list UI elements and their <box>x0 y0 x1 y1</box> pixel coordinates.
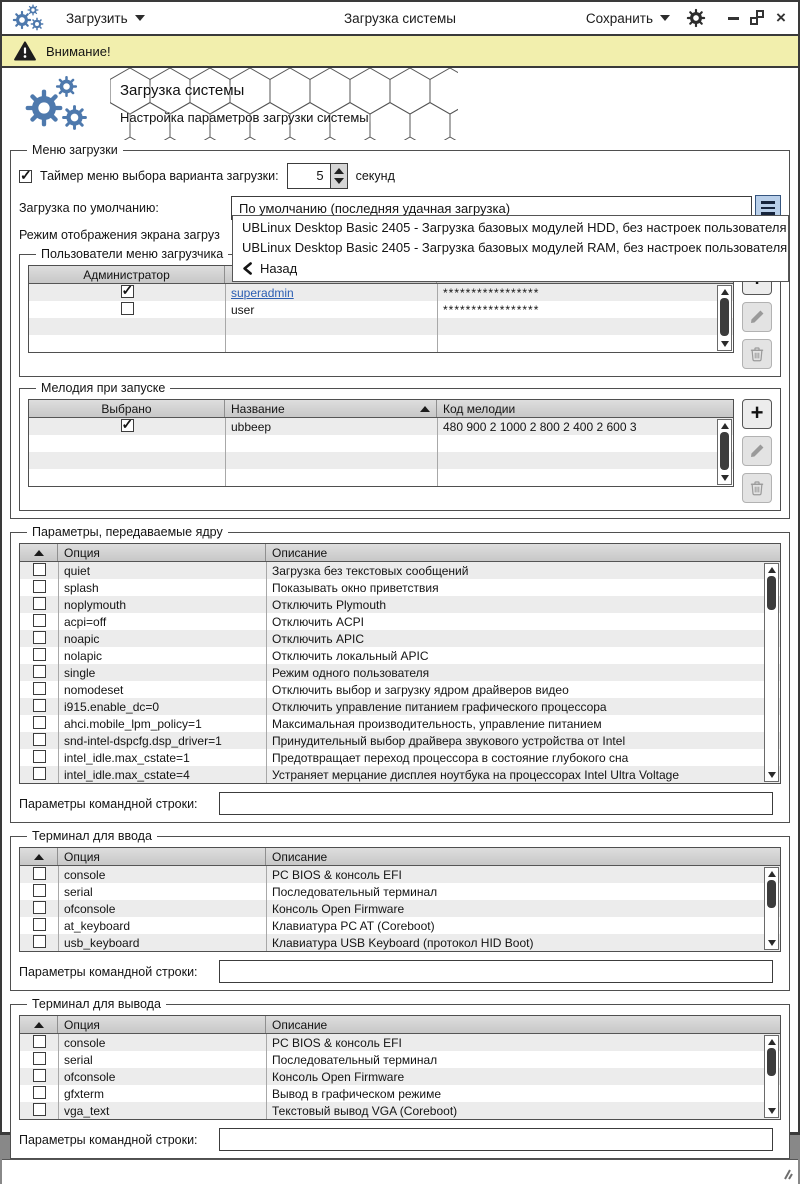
timer-spinner[interactable] <box>287 163 348 189</box>
column-header-description[interactable]: Описание <box>272 545 328 560</box>
checkbox-cell <box>20 682 58 698</box>
trash-icon <box>748 345 766 363</box>
resize-grip[interactable] <box>779 1168 793 1180</box>
checkbox-cell <box>20 614 58 630</box>
password-cell: ***************** <box>443 302 540 317</box>
terminal-output-table <box>19 1015 781 1120</box>
description-cell[interactable]: Принудительный выбор драйвера звукового устройства от Intel <box>272 733 626 748</box>
kernel-param-row[interactable] <box>20 647 780 664</box>
description-cell[interactable]: Отключить управление питанием графического процессора <box>272 699 607 714</box>
scroll-up-icon[interactable] <box>721 423 729 429</box>
checkbox-cell <box>20 648 58 664</box>
plus-icon: + <box>750 400 764 425</box>
terminal-output-legend: Терминал для вывода <box>32 997 161 1011</box>
option-cell[interactable]: ofconsole <box>64 1069 116 1084</box>
page-title: Загрузка системы <box>120 82 245 99</box>
description-cell[interactable]: Устраняет мерцание дисплея ноутбука на процессорах Intel Ultra Voltage <box>272 767 679 782</box>
trash-icon <box>748 479 766 497</box>
hamburger-icon <box>761 207 775 209</box>
page-subtitle: Настройка параметров загрузки системы <box>120 110 369 125</box>
scroll-up-icon[interactable] <box>721 289 729 295</box>
vertical-scrollbar[interactable] <box>764 563 779 782</box>
dropdown-item[interactable]: UBLinux Desktop Basic 2405 - Загрузка базовых модулей RAM, без настроек пользователя <box>242 240 788 255</box>
description-cell[interactable]: Консоль Open Firmware <box>272 1069 405 1084</box>
restore-icon <box>750 17 758 25</box>
option-cell[interactable]: quiet <box>64 563 91 578</box>
timer-label: Таймер меню выбора варианта загрузки: <box>40 169 279 183</box>
description-cell[interactable]: Консоль Open Firmware <box>272 901 405 916</box>
option-cell[interactable]: at_keyboard <box>64 918 131 933</box>
minimize-button[interactable] <box>726 10 740 26</box>
timer-value[interactable]: 5 <box>316 168 324 183</box>
option-cell[interactable]: acpi=off <box>64 614 107 629</box>
column-divider <box>225 418 226 486</box>
terminal-output-cmdline-input[interactable] <box>219 1128 773 1151</box>
warning-text: Внимание! <box>46 43 111 59</box>
melody-table-row[interactable] <box>29 418 733 435</box>
option-cell[interactable]: noapic <box>64 631 100 646</box>
load-menu-label: Загрузить <box>66 10 128 26</box>
description-cell[interactable]: Максимальная производительность, управление питанием <box>272 716 602 731</box>
melody-table <box>28 399 734 487</box>
timer-row <box>19 163 781 189</box>
param-checkbox[interactable] <box>33 580 46 593</box>
scrollbar-thumb[interactable] <box>720 298 729 336</box>
kernel-params-section <box>10 525 790 823</box>
column-header-description[interactable]: Описание <box>272 1017 328 1032</box>
scroll-down-icon[interactable] <box>768 1108 776 1114</box>
param-checkbox[interactable] <box>33 750 46 763</box>
param-checkbox[interactable] <box>33 597 46 610</box>
column-header-selected[interactable]: Выбрано <box>29 400 225 417</box>
option-cell[interactable]: console <box>64 867 106 882</box>
window-controls <box>726 10 788 26</box>
sort-ascending-icon <box>420 406 430 412</box>
terminal-option-row[interactable] <box>20 1051 780 1068</box>
param-checkbox[interactable] <box>33 665 46 678</box>
kernel-param-row[interactable] <box>20 562 780 579</box>
option-cell[interactable]: intel_idle.max_cstate=4 <box>64 767 190 782</box>
description-cell[interactable]: Отключить локальный APIC <box>272 648 429 663</box>
column-divider <box>266 562 267 783</box>
option-cell[interactable]: intel_idle.max_cstate=1 <box>64 750 190 765</box>
username-cell[interactable]: superadmin <box>231 285 294 300</box>
warning-triangle-icon <box>14 41 36 61</box>
param-checkbox[interactable] <box>33 699 46 712</box>
terminal-input-header <box>20 848 780 866</box>
checkbox-cell <box>20 1069 58 1085</box>
melody-code-cell[interactable]: 480 900 2 1000 2 800 2 400 2 600 3 <box>443 419 637 434</box>
kernel-param-row[interactable] <box>20 766 780 783</box>
checkbox-cell <box>20 563 58 579</box>
description-cell[interactable]: Загрузка без текстовых сообщений <box>272 563 469 578</box>
admin-cell <box>29 285 225 301</box>
option-cell[interactable]: ofconsole <box>64 901 116 916</box>
checkbox-cell <box>20 935 58 951</box>
column-divider <box>58 866 59 951</box>
option-cell[interactable]: i915.enable_dc=0 <box>64 699 160 714</box>
option-checkbox[interactable] <box>33 918 46 931</box>
chevron-down-icon <box>660 15 670 21</box>
cmdline-label: Параметры командной строки: <box>19 796 198 811</box>
vertical-scrollbar[interactable] <box>717 285 732 351</box>
column-header-option[interactable]: Опция <box>58 544 266 561</box>
checkbox-cell <box>20 597 58 613</box>
scroll-up-icon[interactable] <box>768 1039 776 1045</box>
terminal-input-section <box>10 829 790 991</box>
description-cell[interactable]: Клавиатура USB Keyboard (протокол HID Boot) <box>272 935 534 950</box>
kernel-params-legend: Параметры, передаваемые ядру <box>32 525 223 539</box>
close-button[interactable] <box>774 10 788 26</box>
hamburger-icon <box>761 201 775 203</box>
scrollbar-thumb[interactable] <box>767 880 776 908</box>
description-cell[interactable]: Отключить выбор и загрузку ядром драйверов видео <box>272 682 569 697</box>
description-cell[interactable]: Вывод в графическом режиме <box>272 1086 442 1101</box>
scroll-down-icon[interactable] <box>768 940 776 946</box>
terminal-option-row[interactable] <box>20 1102 780 1119</box>
param-checkbox[interactable] <box>33 767 46 780</box>
description-cell[interactable]: Последовательный терминал <box>272 884 438 899</box>
window-title: Загрузка системы <box>344 10 456 26</box>
kernel-param-row[interactable] <box>20 613 780 630</box>
banner-gears-icon <box>24 75 96 133</box>
sort-ascending-icon <box>34 854 44 860</box>
terminal-input-legend: Терминал для ввода <box>32 829 152 843</box>
option-cell[interactable]: single <box>64 665 96 680</box>
kernel-param-row[interactable] <box>20 579 780 596</box>
column-divider <box>266 866 267 951</box>
dropdown-back-label: Назад <box>260 260 298 276</box>
terminal-output-body <box>20 1034 780 1119</box>
terminal-option-row[interactable] <box>20 1068 780 1085</box>
kernel-param-row[interactable] <box>20 732 780 749</box>
sort-ascending-icon <box>34 1022 44 1028</box>
column-divider <box>266 1034 267 1119</box>
kernel-table-header <box>20 544 780 562</box>
cmdline-label: Параметры командной строки: <box>19 1132 198 1147</box>
pencil-icon <box>748 442 766 460</box>
param-checkbox[interactable] <box>33 563 46 576</box>
checkbox-cell <box>20 901 58 917</box>
title-bar <box>2 2 798 36</box>
column-header-option[interactable]: Опция <box>58 848 266 865</box>
param-checkbox[interactable] <box>33 716 46 729</box>
option-checkbox[interactable] <box>33 1103 46 1116</box>
param-checkbox[interactable] <box>33 733 46 746</box>
option-checkbox[interactable] <box>33 901 46 914</box>
option-cell[interactable]: nomodeset <box>64 682 124 697</box>
timer-unit-label: секунд <box>355 169 395 183</box>
melody-name-cell[interactable]: ubbeep <box>231 419 272 434</box>
melody-table-header <box>29 400 733 418</box>
maximize-button[interactable] <box>750 10 764 26</box>
chevron-down-icon <box>135 15 145 21</box>
scrollbar-thumb[interactable] <box>720 432 729 470</box>
delete-user-button[interactable] <box>742 339 772 369</box>
display-mode-label: Режим отображения экрана загруз <box>19 228 220 242</box>
option-cell[interactable]: console <box>64 1035 106 1050</box>
scroll-down-icon[interactable] <box>768 772 776 778</box>
option-checkbox[interactable] <box>33 1035 46 1048</box>
kernel-cmdline-input[interactable] <box>219 792 773 815</box>
save-menu-label: Сохранить <box>585 10 653 26</box>
melody-table-body <box>29 418 733 486</box>
spinner-down-button[interactable] <box>334 178 344 184</box>
checkbox-cell <box>20 580 58 596</box>
option-cell[interactable]: vga_text <box>64 1103 110 1118</box>
scroll-up-icon[interactable] <box>768 871 776 877</box>
kernel-param-row[interactable] <box>20 749 780 766</box>
terminal-output-section <box>10 997 790 1159</box>
description-cell[interactable]: Предотвращает переход процессора в состояние глубокого сна <box>272 750 629 765</box>
terminal-input-cmdline-row <box>19 960 781 983</box>
checkbox-cell <box>20 665 58 681</box>
delete-melody-button[interactable] <box>742 473 772 503</box>
cmdline-label: Параметры командной строки: <box>19 964 198 979</box>
param-checkbox[interactable] <box>33 631 46 644</box>
users-table-body <box>29 284 733 352</box>
column-header-checkbox[interactable] <box>20 544 58 561</box>
minimize-icon <box>728 17 739 20</box>
checkbox-cell <box>20 867 58 883</box>
description-cell[interactable]: Клавиатура PC AT (Coreboot) <box>272 918 435 933</box>
melody-checkbox[interactable] <box>121 419 134 432</box>
column-header-description[interactable]: Описание <box>272 849 328 864</box>
terminal-input-cmdline-input[interactable] <box>219 960 773 983</box>
column-divider <box>58 1034 59 1119</box>
boot-menu-legend: Меню загрузки <box>32 143 118 157</box>
boot-users-legend: Пользователи меню загрузчика <box>41 247 224 261</box>
kernel-param-row[interactable] <box>20 715 780 732</box>
option-cell[interactable]: noplymouth <box>64 597 127 612</box>
terminal-input-table <box>19 847 781 952</box>
option-checkbox[interactable] <box>33 1069 46 1082</box>
description-cell[interactable]: PC BIOS & консоль EFI <box>272 1035 402 1050</box>
selected-cell <box>29 419 225 435</box>
close-icon: × <box>776 8 786 27</box>
terminal-option-row[interactable] <box>20 900 780 917</box>
dropdown-item[interactable]: UBLinux Desktop Basic 2405 - Загрузка базовых модулей HDD, без настроек пользователя <box>242 220 787 235</box>
checkbox-cell <box>20 1086 58 1102</box>
chevron-left-icon <box>242 262 253 275</box>
scroll-down-icon[interactable] <box>721 341 729 347</box>
checkbox-cell <box>20 1052 58 1068</box>
column-divider <box>58 562 59 783</box>
checkbox-cell <box>20 716 58 732</box>
kernel-table-body <box>20 562 780 783</box>
kernel-param-row[interactable] <box>20 596 780 613</box>
column-header-name[interactable]: Название <box>225 400 437 417</box>
kernel-param-row[interactable] <box>20 698 780 715</box>
melody-legend: Мелодия при запуске <box>41 381 166 395</box>
boot-options-dropdown <box>232 215 789 282</box>
column-header-checkbox[interactable] <box>20 1016 58 1033</box>
scroll-up-icon[interactable] <box>768 567 776 573</box>
column-header-option[interactable]: Опция <box>58 1016 266 1033</box>
description-cell[interactable]: Показывать окно приветствия <box>272 580 439 595</box>
edit-melody-button[interactable] <box>742 436 772 466</box>
hexagon-pattern <box>110 68 458 140</box>
checkbox-cell <box>20 699 58 715</box>
column-header-checkbox[interactable] <box>20 848 58 865</box>
option-cell[interactable]: gfxterm <box>64 1086 105 1101</box>
admin-checkbox[interactable] <box>121 302 134 315</box>
add-melody-button[interactable] <box>742 399 772 429</box>
kernel-param-row[interactable] <box>20 664 780 681</box>
description-cell[interactable]: Текстовый вывод VGA (Coreboot) <box>272 1103 458 1118</box>
sort-ascending-icon <box>34 550 44 556</box>
description-cell[interactable]: Отключить ACPI <box>272 614 364 629</box>
vertical-scrollbar[interactable] <box>764 1035 779 1118</box>
column-header-admin[interactable]: Администратор <box>29 266 225 283</box>
admin-checkbox[interactable] <box>121 285 134 298</box>
option-cell[interactable]: usb_keyboard <box>64 935 140 950</box>
checkbox-cell <box>20 733 58 749</box>
column-divider <box>437 418 438 486</box>
param-checkbox[interactable] <box>33 614 46 627</box>
melody-section <box>19 381 781 511</box>
save-menu-button[interactable] <box>586 11 670 26</box>
admin-cell <box>29 302 225 318</box>
option-checkbox[interactable] <box>33 867 46 880</box>
option-checkbox[interactable] <box>33 884 46 897</box>
warning-bar <box>2 36 798 68</box>
option-cell[interactable]: ahci.mobile_lpm_policy=1 <box>64 716 202 731</box>
checkbox-cell <box>20 918 58 934</box>
terminal-option-row[interactable] <box>20 1034 780 1051</box>
dropdown-back-item[interactable] <box>233 258 788 278</box>
option-checkbox[interactable] <box>33 1052 46 1065</box>
description-cell[interactable]: Режим одного пользователя <box>272 665 430 680</box>
option-checkbox[interactable] <box>33 935 46 948</box>
option-cell[interactable]: splash <box>64 580 99 595</box>
option-checkbox[interactable] <box>33 1086 46 1099</box>
description-cell[interactable]: Последовательный терминал <box>272 1052 438 1067</box>
column-divider <box>225 284 226 352</box>
column-header-code[interactable]: Код мелодии <box>443 401 516 416</box>
checkbox-cell <box>20 631 58 647</box>
status-bar <box>2 1159 798 1184</box>
checkbox-cell <box>20 1103 58 1119</box>
checkbox-cell <box>20 884 58 900</box>
param-checkbox[interactable] <box>33 648 46 661</box>
checkbox-cell <box>20 750 58 766</box>
boot-menu-section <box>10 143 790 519</box>
scroll-down-icon[interactable] <box>721 475 729 481</box>
terminal-input-body <box>20 866 780 951</box>
terminal-output-header <box>20 1016 780 1034</box>
scrollbar-thumb[interactable] <box>767 576 776 610</box>
description-cell[interactable]: Отключить Plymouth <box>272 597 387 612</box>
description-cell[interactable]: PC BIOS & консоль EFI <box>272 867 402 882</box>
param-checkbox[interactable] <box>33 682 46 695</box>
terminal-option-row[interactable] <box>20 917 780 934</box>
default-boot-label: Загрузка по умолчанию: <box>19 201 159 215</box>
option-cell[interactable]: serial <box>64 1052 93 1067</box>
kernel-param-row[interactable] <box>20 630 780 647</box>
vertical-scrollbar[interactable] <box>717 419 732 485</box>
user-table-row[interactable] <box>29 301 733 318</box>
edit-user-button[interactable] <box>742 302 772 332</box>
checkbox-cell <box>20 1035 58 1051</box>
scrollbar-thumb[interactable] <box>767 1048 776 1076</box>
settings-gear-icon[interactable] <box>686 8 706 28</box>
description-cell[interactable]: Отключить APIC <box>272 631 364 646</box>
load-menu-button[interactable] <box>66 11 145 26</box>
timer-checkbox[interactable] <box>19 170 32 183</box>
spinner-up-button[interactable] <box>334 168 344 174</box>
terminal-option-row[interactable] <box>20 934 780 951</box>
option-cell[interactable]: snd-intel-dspcfg.dsp_driver=1 <box>64 733 222 748</box>
pencil-icon <box>748 308 766 326</box>
page-header <box>2 68 798 140</box>
terminal-option-row[interactable] <box>20 883 780 900</box>
username-cell[interactable]: user <box>231 302 255 317</box>
terminal-option-row[interactable] <box>20 866 780 883</box>
terminal-option-row[interactable] <box>20 1085 780 1102</box>
user-table-row[interactable] <box>29 284 733 301</box>
option-cell[interactable]: nolapic <box>64 648 103 663</box>
password-cell: ***************** <box>443 285 540 300</box>
spinner-buttons <box>330 164 347 188</box>
kernel-params-table <box>19 543 781 784</box>
checkbox-cell <box>20 767 58 783</box>
option-cell[interactable]: serial <box>64 884 93 899</box>
vertical-scrollbar[interactable] <box>764 867 779 950</box>
column-divider <box>437 284 438 352</box>
kernel-cmdline-row <box>19 792 781 815</box>
melody-toolbar <box>742 399 772 503</box>
kernel-param-row[interactable] <box>20 681 780 698</box>
app-logo-gears-icon <box>12 4 48 32</box>
terminal-output-cmdline-row <box>19 1128 781 1151</box>
